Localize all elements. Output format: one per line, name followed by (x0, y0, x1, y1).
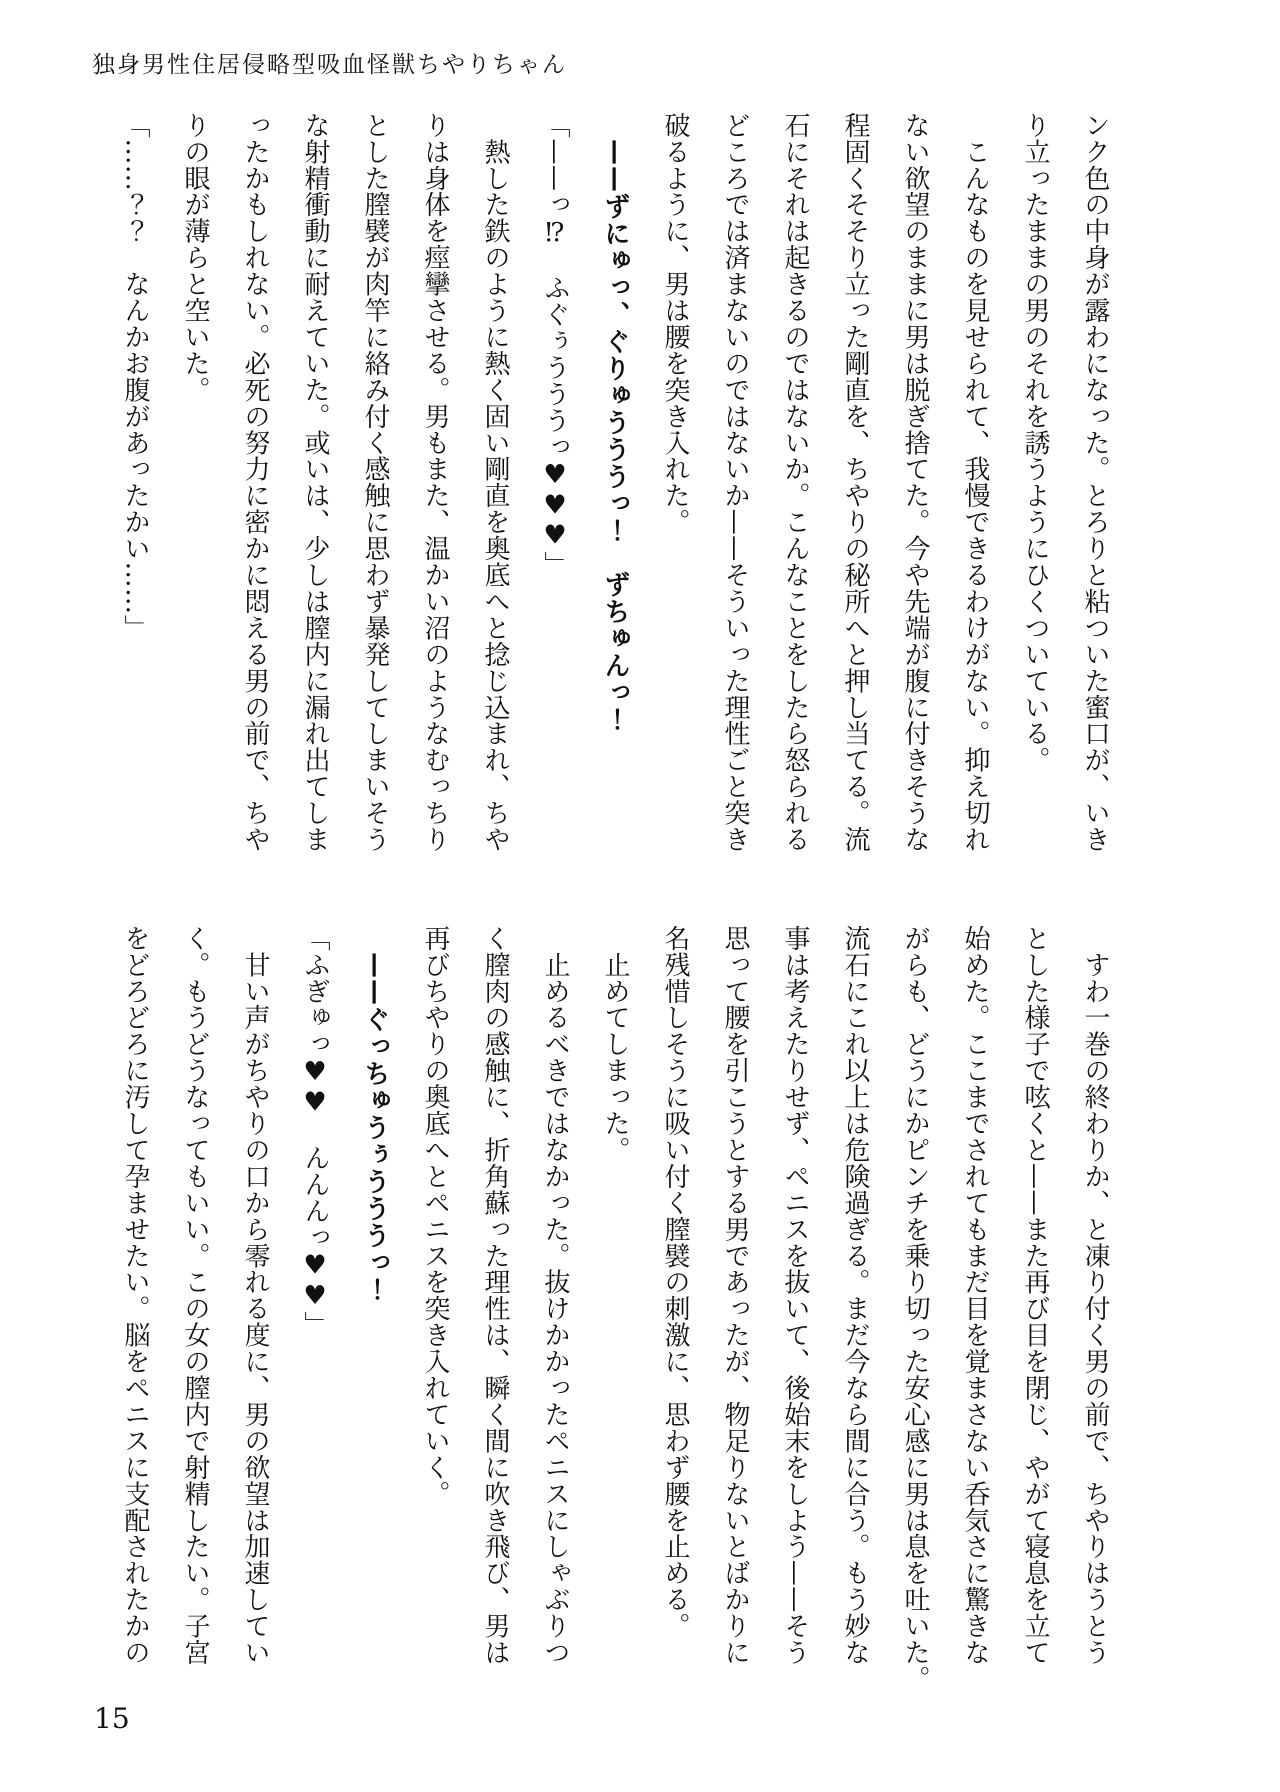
text-column: ったかもしれない。必死の努力に密かに悶える男の前で、ちや (240, 112, 270, 853)
text-column: がらも、どうにかピンチを乗り切った安心感に男は息を吐いた。 (900, 925, 930, 1693)
text-column: 甘い声がちやりの口から零れる度に、男の欲望は加速してい (240, 925, 270, 1666)
dialogue-column: 「——っ⁉ ふぐぅうううっ♥♥♥」 (540, 112, 570, 578)
text-column: く。もうどうなってもいい。この女の膣内で射精したい。子宮 (180, 925, 210, 1666)
text-block-bottom (105, 925, 1125, 1693)
text-column: ンク色の中身が露わになった。とろりと粘ついた蜜口が、いき (1080, 112, 1110, 853)
text-column: ない欲望のままに男は脱ぎ捨てた。今や先端が腹に付きそうな (900, 112, 930, 853)
text-column: 破るように、男は腰を突き入れた。 (660, 112, 690, 536)
text-column: く膣肉の感触に、折角蘇った理性は、瞬く間に吹き飛び、男は (480, 925, 510, 1666)
text-column: 程固くそそり立った剛直を、ちやりの秘所へと押し当てる。流 (840, 112, 870, 853)
text-column: 石にそれは起きるのではないか。こんなことをしたら怒られる (780, 112, 810, 853)
text-column: とした膣襞が肉竿に絡み付く感触に思わず暴発してしまいそう (360, 112, 390, 853)
text-column: り立ったままの男のそれを誘うようにひくついている。 (1020, 112, 1050, 774)
header-title: 独身男性住居侵略型吸血怪獣ちやりちゃん (92, 52, 567, 78)
text-column: 名残惜しそうに吸い付く膣襞の刺激に、思わず腰を止める。 (660, 925, 690, 1640)
text-column: どころでは済まないのではないか——そういった理性ごと突き (720, 112, 750, 853)
sfx-text-column: ——ずにゅっ、ぐりゅうううっ！ ずちゅんっ！ (600, 112, 630, 733)
text-column: 思って腰を引こうとする男であったが、物足りないとばかりに (720, 925, 750, 1666)
dialogue-column: 「ふぎゅっ♥♥ んんんっ♥♥」 (300, 925, 330, 1338)
text-block-top (105, 112, 1125, 860)
text-column: 止めてしまった。 (600, 925, 630, 1164)
sfx-text-column: ——ぐっちゅうぅうううっ！ (360, 925, 390, 1303)
text-column: 事は考えたりせず、ペニスを抜いて、後始末をしよう——そう (780, 925, 810, 1666)
text-column: をどろどろに汚して孕ませたい。脳をペニスに支配されたかの (120, 925, 150, 1666)
text-column: こんなものを見せられて、我慢できるわけがない。抑え切れ (960, 112, 990, 853)
text-column: 流石にこれ以上は危険過ぎる。まだ今なら間に合う。もう妙な (840, 925, 870, 1666)
text-column: 止めるべきではなかった。抜けかかったペニスにしゃぶりつ (540, 925, 570, 1666)
page-number: 15 (94, 1702, 130, 1735)
text-column: すわ一巻の終わりか、と凍り付く男の前で、ちやりはうとう (1080, 925, 1110, 1666)
text-column: とした様子で呟くと——また再び目を閉じ、やがて寝息を立て (1020, 925, 1050, 1666)
text-column: な射精衝動に耐えていた。或いは、少しは膣内に漏れ出てしま (300, 112, 330, 853)
text-column: 始めた。ここまでされてもまだ目を覚まさない呑気さに驚きな (960, 925, 990, 1666)
dialogue-column: 「……？？ なんかお腹があったかい……」 (120, 112, 150, 641)
text-column: 熱した鉄のように熱く固い剛直を奥底へと捻じ込まれ、ちや (480, 112, 510, 853)
text-column: 再びちやりの奥底へとペニスを突き入れていく。 (420, 925, 450, 1507)
text-column: りは身体を痙攣させる。男もまた、温かい沼のようなむっちり (420, 112, 450, 853)
text-column: りの眼が薄らと空いた。 (180, 112, 210, 403)
